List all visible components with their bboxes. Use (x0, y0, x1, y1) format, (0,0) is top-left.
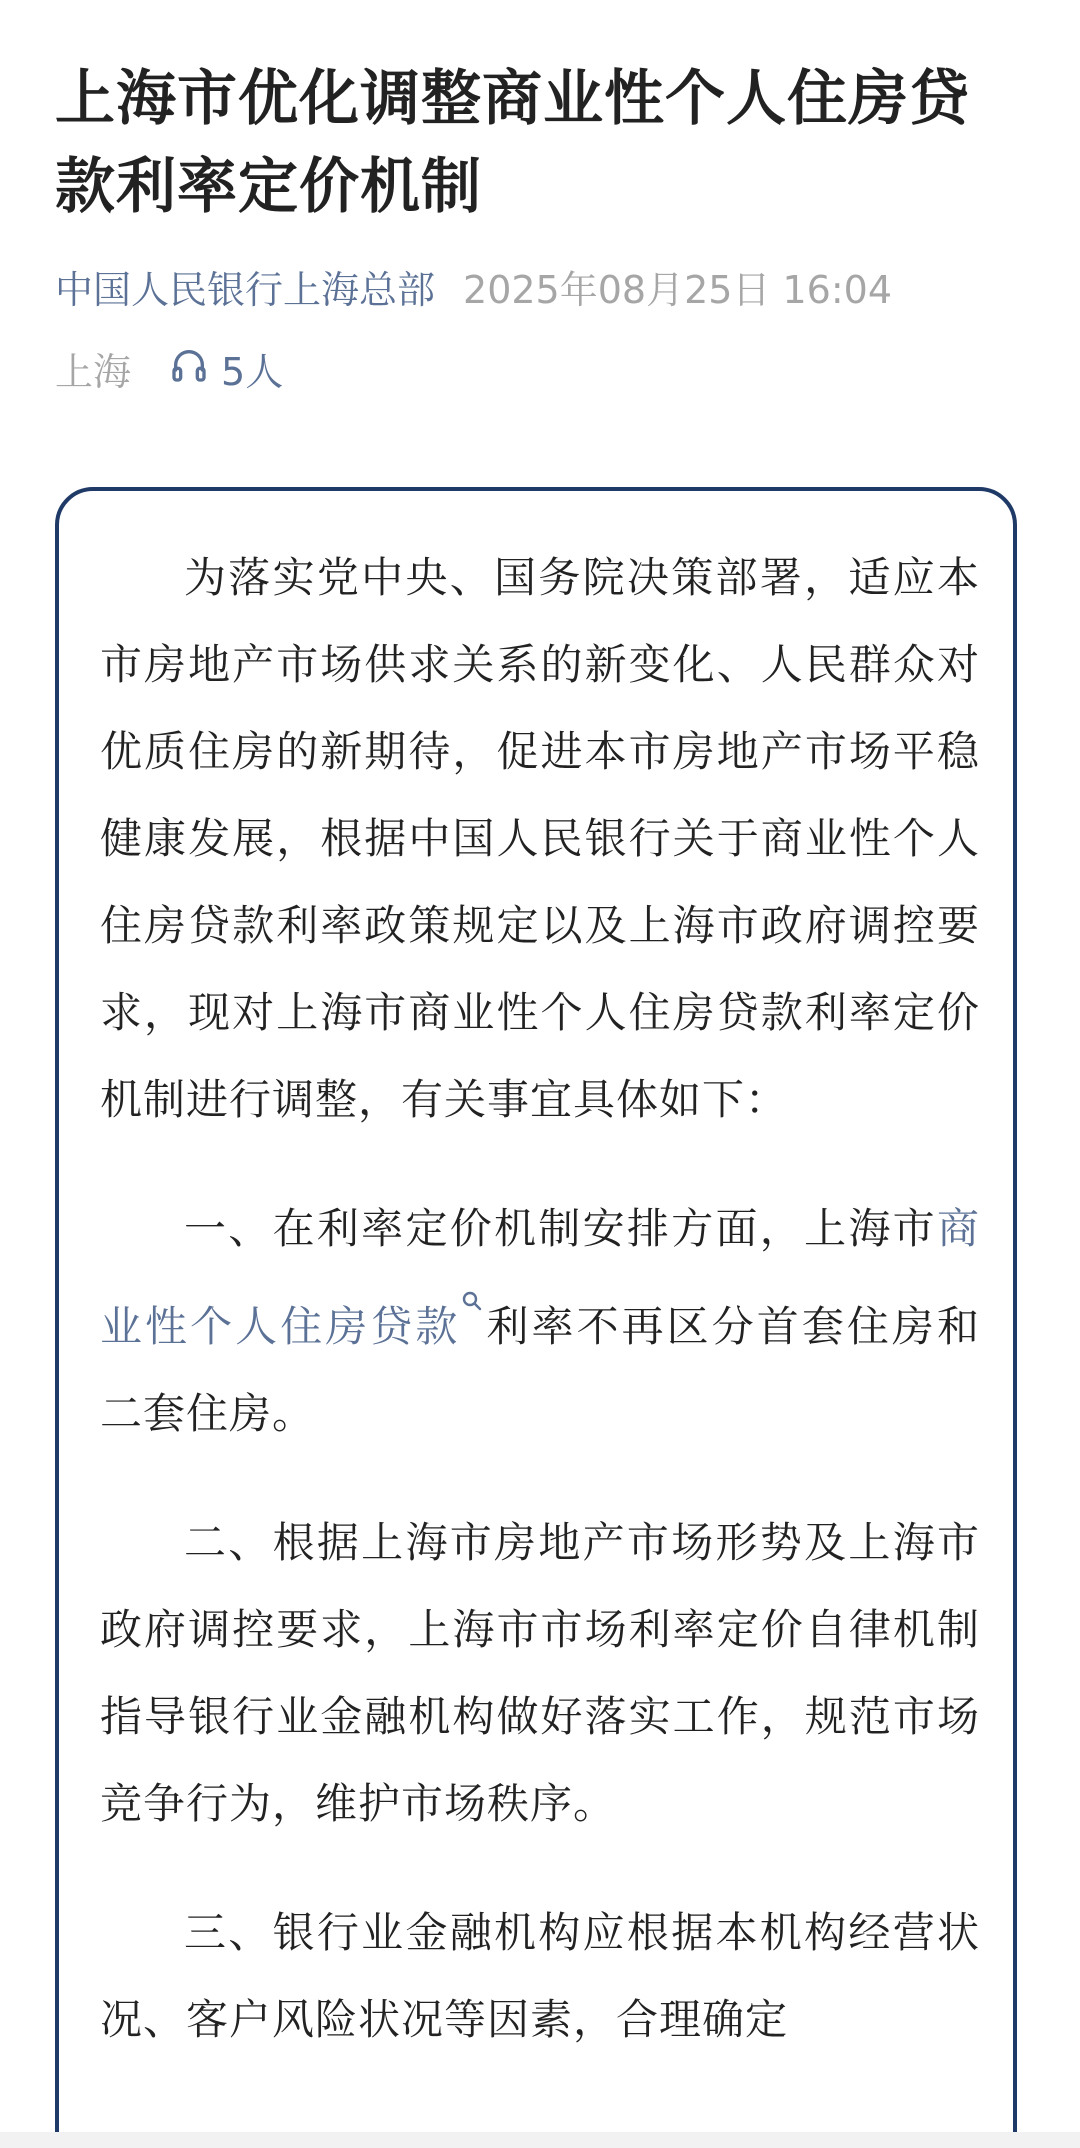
search-icon (460, 1295, 484, 1335)
paragraph (100, 1185, 980, 1457)
paragraph: 为落实党中央、国务院决策部署，适应本市房地产市场供求关系的新变化、人民群众对优质住房的新期待，促进本市房地产市场平稳健康发展，根据中国人民银行关于商业性个人住房贷款利率政策规定以及上海市政府调控要求，现对上海市商业性个人住房贷款利率定价机制进行调整，有关事宜具体如下： (100, 553, 980, 1124)
article-body (100, 534, 980, 2105)
article-source[interactable]: 中国人民银行上海总部 (55, 268, 436, 312)
bottom-edge (0, 2132, 1080, 2148)
article-title: 上海市优化调整商业性个人住房贷款利率定价机制 (55, 64, 970, 222)
paragraph-text: 利率不再区分首套住房和二套住房。 (100, 1302, 980, 1438)
listener-count: 5人 (221, 350, 284, 394)
article-datetime: 2025年08月25日 16:04 (463, 268, 893, 312)
headphones-icon (169, 340, 221, 404)
paragraph: 二、根据上海市房地产市场形势及上海市政府调控要求，上海市市场利率定价自律机制指导银行业金融机构做好落实工作，规范市场竞争行为，维护市场秩序。 (100, 1518, 980, 1828)
listen-button[interactable] (169, 340, 283, 404)
keyword-link-label: 商业性个人住房贷款 (100, 1204, 980, 1351)
paragraph-text: 一、在利率定价机制安排方面，上海市 (184, 1204, 937, 1253)
article-location: 上海 (55, 350, 132, 394)
article-meta-secondary (55, 340, 283, 404)
paragraph: 三、银行业金融机构应根据本机构经营状况、客户风险状况等因素，合理确定 (100, 1908, 980, 2044)
article-meta (55, 258, 892, 322)
